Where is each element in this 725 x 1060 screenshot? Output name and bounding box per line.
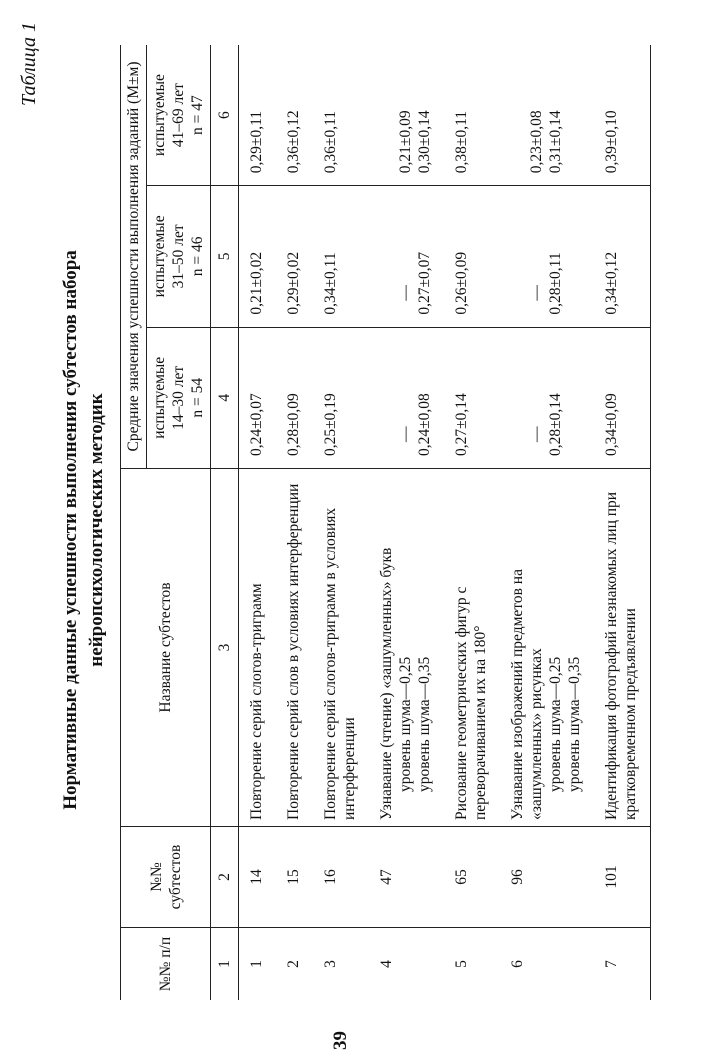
row-value-41-69: 0,29±0,11 [239,45,277,186]
table-row [594,45,651,1000]
col-num-2: 2 [211,827,239,928]
row-sub-level-2: уровень шума—0,35 [566,656,583,792]
row-subtest: 96 [500,827,594,928]
table-row [369,45,444,1000]
header-group-3 [147,45,211,186]
row-value-31-50: 0,26±0,09 [444,186,500,327]
row-value-41-69: 0,39±0,10 [594,45,651,186]
g2-line1: испытуемые [151,215,168,298]
row-value-41-69-cell [500,45,594,186]
row-value-31-50-b: 0,27±0,07 [416,251,433,315]
row-name: Повторение серий слогов-триграмм [239,469,277,827]
row-name: Повторение серий слов в условиях интерференции [276,469,313,827]
row-value-14-30: 0,24±0,07 [239,327,277,468]
row-name: Узнавание (чтение) «зашумленных» букв [378,547,395,820]
row-value-41-69: 0,36±0,11 [313,45,369,186]
g2-line2: 31–50 лет [170,224,187,289]
g1-line1: испытуемые [151,356,168,439]
col-num-4: 4 [211,327,239,468]
row-subtest: 14 [239,827,277,928]
header-num: №№ п/п [121,928,211,1001]
row-name: Идентификация фотографий незнакомых лиц при кратковременном предъявлении [594,469,651,827]
table-row [313,45,369,1000]
g2-line3: n = 46 [189,236,206,277]
row-sub-level-1: уровень шума—0,25 [547,656,564,792]
row-value-31-50-cell [369,186,444,327]
row-value-41-69-cell [369,45,444,186]
row-value-14-30-a: — [397,426,414,442]
row-value-14-30-cell [500,327,594,468]
row-value-41-69-a: 0,23±0,08 [528,110,545,174]
table-row [276,45,313,1000]
row-value-14-30: 0,34±0,09 [594,327,651,468]
row-subtest: 15 [276,827,313,928]
header-group: Средние значения успешности выполнения заданий (М±м) [121,45,147,469]
row-value-31-50: 0,21±0,02 [239,186,277,327]
row-num: 5 [453,960,470,968]
row-name: Узнавание изображений предметов на «зашумленных» рисунках [509,569,545,820]
g3-line3: n = 47 [189,95,206,135]
header-subtest: №№ субтестов [121,827,211,928]
row-value-31-50-a: — [528,285,545,301]
row-value-14-30: 0,25±0,19 [313,327,369,468]
row-value-41-69-b: 0,31±0,14 [547,110,564,174]
row-value-14-30-a: — [528,426,545,442]
table-row [444,45,500,1000]
header-group-1 [147,327,211,468]
table-row [500,45,594,1000]
table-title [58,140,110,920]
table-row [239,45,277,1000]
row-value-31-50-b: 0,28±0,11 [547,252,564,315]
col-num-5: 5 [211,186,239,327]
row-value-14-30-b: 0,28±0,14 [547,393,564,456]
row-subtest: 101 [594,827,651,928]
row-sub-level-2: уровень шума—0,35 [416,656,433,792]
row-num: 2 [285,960,302,968]
row-value-31-50-a: — [397,285,414,301]
row-subtest: 16 [313,827,369,928]
row-sub-level-1: уровень шума—0,25 [397,656,414,792]
row-value-41-69-a: 0,21±0,09 [397,110,414,174]
col-num-6: 6 [211,45,239,186]
g1-line3: n = 54 [189,377,206,418]
row-num: 3 [322,960,339,968]
row-value-41-69: 0,36±0,12 [276,45,313,186]
title-line-1: Нормативные данные успешности выполнения субтестов набора [60,250,81,810]
row-num: 1 [248,960,265,968]
row-subtest: 65 [444,827,500,928]
row-name-cell [500,469,594,827]
row-value-31-50: 0,34±0,11 [313,186,369,327]
row-value-14-30-b: 0,24±0,08 [416,393,433,456]
title-line-2: нейропсихологических методик [86,393,107,667]
g3-line2: 41–69 лет [170,83,187,148]
row-value-41-69-b: 0,30±0,14 [416,110,433,174]
row-name: Повторение серий слогов-триграмм в условиях интерференции [313,469,369,827]
row-value-31-50: 0,29±0,02 [276,186,313,327]
g1-line2: 14–30 лет [170,365,187,430]
row-value-41-69: 0,38±0,11 [444,45,500,186]
g3-line1: испытуемые [151,74,168,157]
row-num: 6 [509,960,526,968]
header-name: Название субтестов [121,469,211,827]
row-name-cell [369,469,444,827]
table-label: Таблица 1 [18,22,40,106]
col-num-1: 1 [211,928,239,1001]
row-value-14-30-cell [369,327,444,468]
row-num: 7 [594,928,651,1001]
row-num: 4 [378,960,395,968]
header-group-2 [147,186,211,327]
row-value-31-50-cell [500,186,594,327]
row-value-14-30: 0,28±0,09 [276,327,313,468]
col-num-3: 3 [211,469,239,827]
page-number: 39 [330,1031,351,1050]
row-name: Рисование геометрических фигур с переворачиванием их на 180° [444,469,500,827]
row-value-14-30: 0,27±0,14 [444,327,500,468]
row-subtest: 47 [369,827,444,928]
norms-table [120,45,651,1000]
row-value-31-50: 0,34±0,12 [594,186,651,327]
